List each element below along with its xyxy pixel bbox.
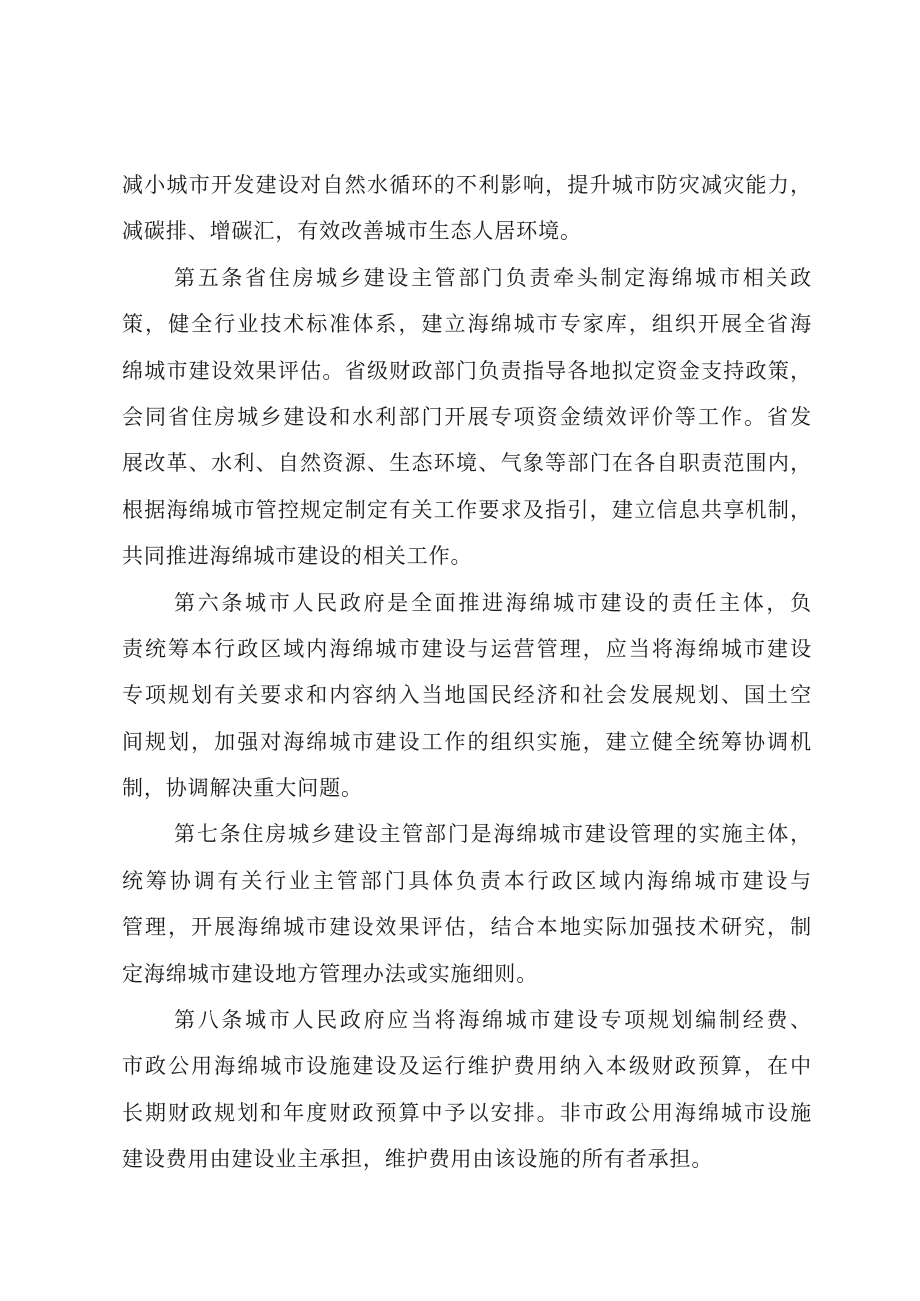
text-line: 建设费用由建设业主承担，维护费用由该设施的所有者承担。 xyxy=(122,1147,714,1172)
text-line: 第五条省住房城乡建设主管部门负责牵头制定海绵城市相关政 xyxy=(174,265,812,290)
paragraph-article-6 xyxy=(122,580,812,812)
text-line: 制，协调解决重大问题。 xyxy=(122,776,363,801)
text-line: 市政公用海绵城市设施建设及运行维护费用纳入本级财政预算，在中 xyxy=(122,1054,812,1079)
text-line: 第六条城市人民政府是全面推进海绵城市建设的责任主体，负 xyxy=(174,590,812,615)
paragraph-article-5 xyxy=(122,255,812,580)
text-line: 减小城市开发建设对自然水循环的不利影响，提升城市防灾减灾能力， xyxy=(122,173,812,197)
text-line: 统筹协调有关行业主管部门具体负责本行政区域内海绵城市建设与 xyxy=(122,868,812,893)
text-line: 减碳排、增碳汇，有效改善城市生态人居环境。 xyxy=(122,219,582,244)
text-line: 策，健全行业技术标准体系，建立海绵城市专家库，组织开展全省海 xyxy=(122,312,812,337)
document-body xyxy=(122,162,812,1183)
text-line: 会同省住房城乡建设和水利部门开展专项资金绩效评价等工作。省发 xyxy=(122,404,812,429)
text-line: 共同推进海绵城市建设的相关工作。 xyxy=(122,544,473,569)
text-line: 根据海绵城市管控规定制定有关工作要求及指引，建立信息共享机制， xyxy=(122,497,812,522)
paragraph-continued xyxy=(122,162,812,255)
text-line: 管理，开展海绵城市建设效果评估，结合本地实际加强技术研究，制 xyxy=(122,915,812,940)
text-line: 绵城市建设效果评估。省级财政部门负责指导各地拟定资金支持政策， xyxy=(122,358,812,383)
text-line: 间规划，加强对海绵城市建设工作的组织实施，建立健全统筹协调机 xyxy=(122,729,812,754)
text-line: 定海绵城市建设地方管理办法或实施细则。 xyxy=(122,961,539,986)
text-line: 专项规划有关要求和内容纳入当地国民经济和社会发展规划、国土空 xyxy=(122,683,812,708)
paragraph-article-7 xyxy=(122,811,812,997)
text-line: 展改革、水利、自然资源、生态环境、气象等部门在各自职责范围内， xyxy=(122,451,812,476)
text-line: 长期财政规划和年度财政预算中予以安排。非市政公用海绵城市设施 xyxy=(122,1100,812,1125)
text-line: 第七条住房城乡建设主管部门是海绵城市建设管理的实施主体， xyxy=(174,822,812,847)
text-line: 第八条城市人民政府应当将海绵城市建设专项规划编制经费、 xyxy=(174,1008,812,1033)
paragraph-article-8 xyxy=(122,997,812,1183)
text-line: 责统筹本行政区域内海绵城市建设与运营管理，应当将海绵城市建设 xyxy=(122,636,812,661)
